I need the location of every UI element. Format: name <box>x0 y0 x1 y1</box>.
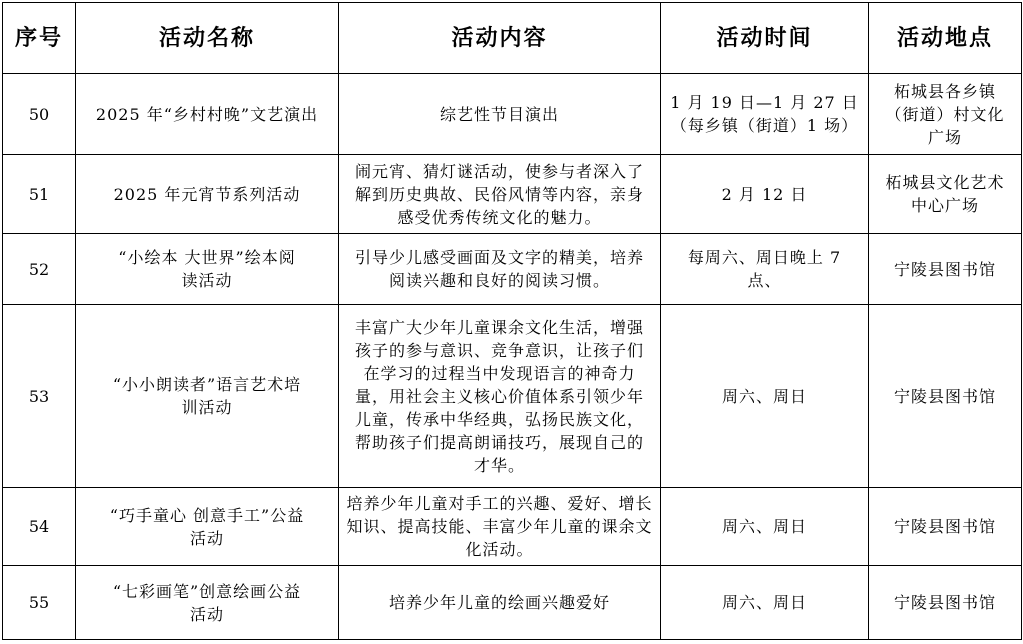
cell-time: 每周六、周日晚上 7 点、 <box>661 234 869 305</box>
header-time: 活动时间 <box>661 3 869 74</box>
table-row <box>3 305 1022 488</box>
table-row <box>3 566 1022 640</box>
cell-content: 综艺性节目演出 <box>339 74 661 155</box>
cell-place: 宁陵县图书馆 <box>869 566 1022 640</box>
cell-content: 培养少年儿童的绘画兴趣爱好 <box>339 566 661 640</box>
cell-time: 周六、周日 <box>661 488 869 566</box>
cell-no: 50 <box>3 74 76 155</box>
cell-no: 54 <box>3 488 76 566</box>
cell-content: 引导少儿感受画面及文字的精美，培养阅读兴趣和良好的阅读习惯。 <box>339 234 661 305</box>
cell-place: 宁陵县图书馆 <box>869 305 1022 488</box>
table-header-row <box>3 3 1022 74</box>
cell-name: “小小朗读者”语言艺术培训活动 <box>76 305 339 488</box>
cell-no: 53 <box>3 305 76 488</box>
cell-no: 52 <box>3 234 76 305</box>
table-row <box>3 155 1022 234</box>
cell-name: “七彩画笔”创意绘画公益活动 <box>76 566 339 640</box>
cell-name: “小绘本 大世界”绘本阅读活动 <box>76 234 339 305</box>
cell-place: 宁陵县图书馆 <box>869 488 1022 566</box>
cell-name: 2025 年“乡村村晚”文艺演出 <box>76 74 339 155</box>
cell-place: 柘城县文化艺术中心广场 <box>869 155 1022 234</box>
cell-time: 2 月 12 日 <box>661 155 869 234</box>
cell-content: 闹元宵、猜灯谜活动，使参与者深入了解到历史典故、民俗风情等内容，亲身感受优秀传统文化的魅力。 <box>339 155 661 234</box>
table-row <box>3 488 1022 566</box>
table-row <box>3 234 1022 305</box>
cell-time: 周六、周日 <box>661 305 869 488</box>
header-name: 活动名称 <box>76 3 339 74</box>
cell-no: 51 <box>3 155 76 234</box>
cell-content: 丰富广大少年儿童课余文化生活，增强孩子的参与意识、竞争意识，让孩子们在学习的过程当中发现语言的神奇力量，用社会主义核心价值体系引领少年儿童，传承中华经典，弘扬民族文化，帮助孩子们提高朗诵技巧，展现自己的才华。 <box>339 305 661 488</box>
header-no: 序号 <box>3 3 76 74</box>
cell-name: 2025 年元宵节系列活动 <box>76 155 339 234</box>
cell-time: 1 月 19 日—1 月 27 日（每乡镇（街道）1 场） <box>661 74 869 155</box>
header-content: 活动内容 <box>339 3 661 74</box>
cell-content: 培养少年儿童对手工的兴趣、爱好、增长知识、提高技能、丰富少年儿童的课余文化活动。 <box>339 488 661 566</box>
header-place: 活动地点 <box>869 3 1022 74</box>
cell-place: 柘城县各乡镇（街道）村文化广场 <box>869 74 1022 155</box>
cell-place: 宁陵县图书馆 <box>869 234 1022 305</box>
cell-time: 周六、周日 <box>661 566 869 640</box>
activity-table <box>2 2 1022 640</box>
table-row <box>3 74 1022 155</box>
cell-no: 55 <box>3 566 76 640</box>
cell-name: “巧手童心 创意手工”公益活动 <box>76 488 339 566</box>
